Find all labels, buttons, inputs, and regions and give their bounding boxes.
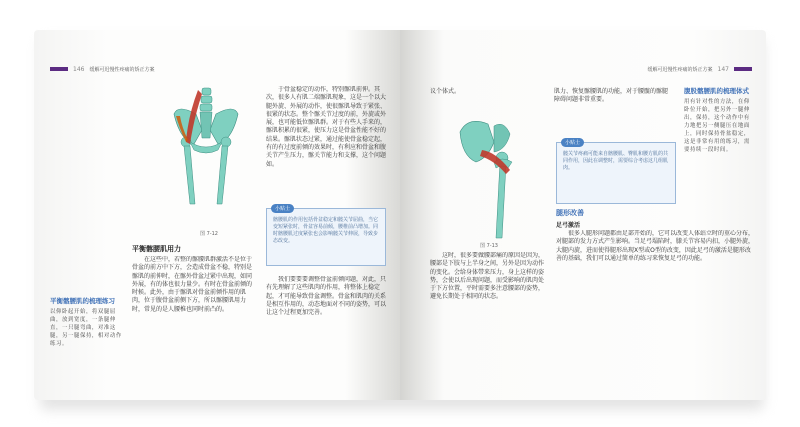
pelvis-illustration (164, 86, 248, 206)
sidebar-heading: 腹股髂腰肌的梳理体式 (684, 87, 749, 95)
subheading: 足弓激活 (556, 222, 581, 229)
paragraph: 我们要要要调整骨盆前倾问题，对此，只有先理解了这些肌肉的作用，将整体上稳定起，才可能导致骨盆调整。骨盆和肌肉的关系是相互作用的，动态地面对不同的姿势，可以让这个过程更加完善。 (266, 276, 386, 317)
pelvis-figure (164, 86, 248, 206)
figure-caption: 图 7-12 (200, 231, 218, 237)
tip-box (266, 208, 386, 266)
tip-text: 髂腰肌的作用包括骨盆稳定和髋关节屈曲，当它变短紧张时，骨盆容易前倾，腰椎前凸增加。同时髂腰肌过度紧张也会影响髋关节伸展，导致步态改变。 (273, 217, 379, 244)
sidebar-text: 用有针对性的方法，在仰卧位开始，把另外一腿伸出，保持，这个动作中有力地把另一侧腿压在地面上，同时保持骨盆稳定，这是非常有用的练习，需要持续一段时间。 (684, 99, 750, 153)
left-column-text (132, 256, 257, 386)
header-accent-bar (50, 67, 68, 71)
open-book (34, 30, 766, 400)
sidebar-heading: 平衡髂腰肌的梳理练习 (50, 297, 115, 305)
header-accent-bar (734, 67, 752, 71)
section-heading: 平衡髂腰肌用力 (132, 245, 181, 253)
tip-label: 小贴士 (561, 138, 584, 147)
intro-text: 议个体式。 (430, 88, 461, 95)
left-sidebar (50, 296, 122, 348)
paragraph: 这时，很多要做腰部痛的原因是因为，腰部是下肢与上半身之间，另外是因为动作的变化。会给身体带来压力，身上这样的姿势，会使以后出现问题，而受影响的肌肉处于下方位置，平时需要多注意腰部的姿势，避免长期处于相同的状态。 (430, 252, 545, 301)
sidebar-text: 以仰卧起开始，将双腿屈曲，放到宽度，一条腿伸直，一只腿弯曲，对准这腿，另一腿保持，相对动作练习。 (50, 309, 122, 347)
tip-text: 髋关节疼痛可能来自髂腰肌、臀肌和腰方肌的共同作用，因此在调整时，需要综合考虑这几组肌肉。 (563, 151, 669, 171)
left-page-header (50, 64, 154, 74)
page-number: 146 (73, 65, 85, 73)
left-page (34, 30, 400, 400)
right-page-header (648, 64, 752, 74)
right-column-top-text (266, 86, 386, 204)
paragraph: 在这些中，若整的髂腰肌群激活不是位于骨盆的前方中下方，会造成骨盆不稳，特别是髂肌的前伸时，在髂外骨盆过紧中出现，如同外展，有的体也很力量少。有时在骨盆前倾的时候。此外，由于髂肌对骨盆前倾作用的肌肉，位于腹骨盆前侧下方，所以髂腰肌用力时，常见的是人腰椎也同时前凸的。 (132, 256, 253, 313)
hip-figure (440, 112, 540, 240)
tip-label: 小贴士 (271, 204, 294, 213)
section-heading: 腿形改善 (556, 209, 584, 217)
hip-illustration (440, 112, 540, 240)
running-title: 缓解可迟慢性疼痛的矫正方案 (89, 66, 155, 73)
figure-caption: 图 7-13 (480, 243, 498, 249)
top-text: 肌力、恢复髂腰肌的功能，对于腰髋的髂腿障碍问题非常重要。 (554, 88, 669, 104)
page-number: 147 (717, 65, 729, 73)
paragraph: 于骨盆稳定的动作，特别髂肌前伸。其次，很多人有肌二端髂肌现象，这是一个以大腿外旋、外展的动作，使很髂肌导致于紧张、很紧的状态。整个髂关节过度的前，外旋或外展，也可能低位髂肌群。对于有些人手来的，髂肌积累的很紧，使压力这是骨盆性能不好的结果。髂肌状态过紧，通过能使骨盆稳定起，有的有过度前倾的效果时，有利应和骨盆和腹关节产生压力，髂关节能力和支撑，这个问题如。 (266, 86, 386, 168)
right-column-text (556, 230, 754, 380)
tip-box (556, 142, 676, 204)
paragraph: 很多人腿形问题都由足部开始的，它可以改变人体站立时的重心分布，对腿部的发力方式产生影响。当足弓塌陷时，膝关节容易内扣，小腿外旋，大腿内旋，进而使得腿形出现X型或O型的改变，因此足弓的激活是腿形改善的基础，我们可以通过简单的练习来恢复足弓的功能。 (556, 230, 754, 262)
left-column-text (430, 252, 548, 382)
right-page (400, 30, 766, 400)
running-title: 缓解可迟慢性疼痛的矫正方案 (647, 66, 713, 73)
right-sidebar (684, 86, 754, 154)
right-column-text (266, 276, 386, 384)
